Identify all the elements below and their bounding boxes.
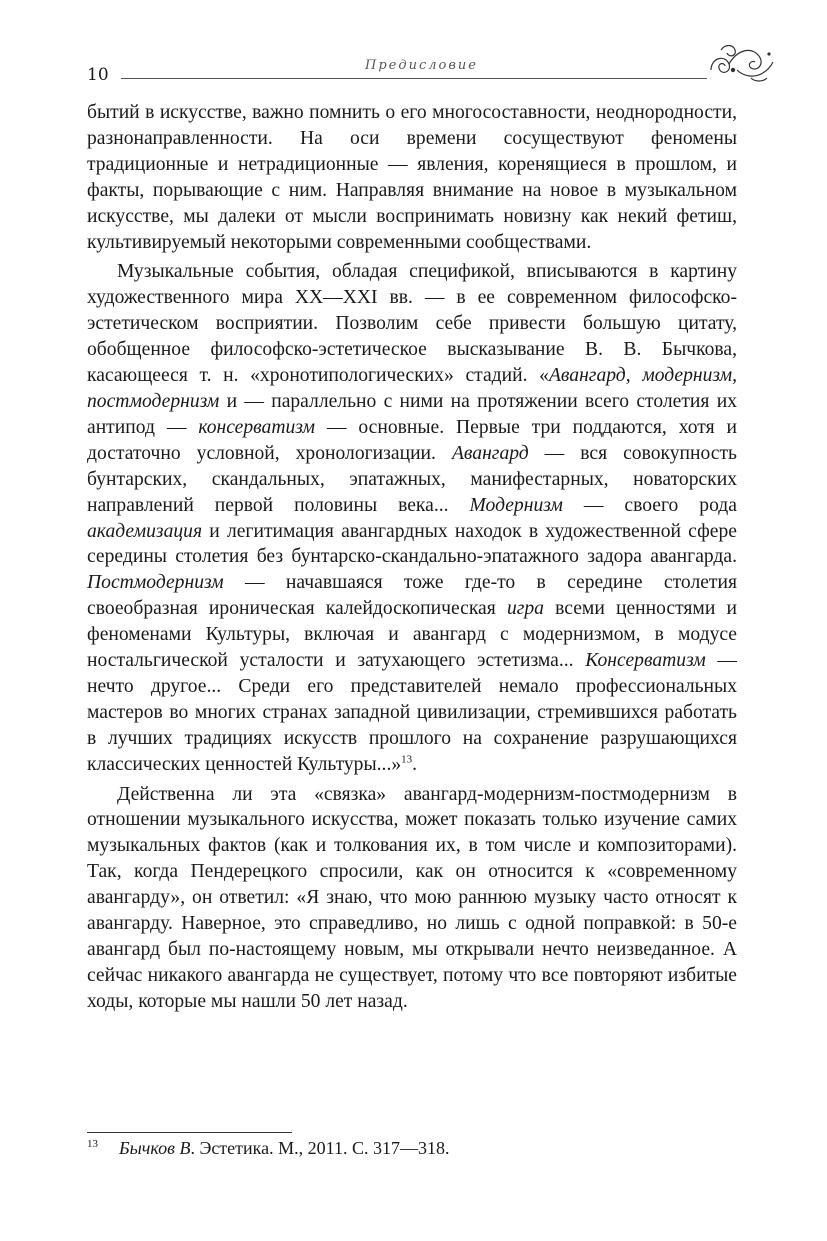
paragraph-2 — [87, 259, 737, 777]
text-run: — начавшаяся тоже где-то в середине столетия своеобразная ироническая калейдоскопическая — [87, 572, 737, 620]
text-run: Музыкальные события, обладая спецификой, вписываются в картину художественного мира XX—XXI вв. — в ее современном философско-эстетическом восприятии. Позволим себе привести большую цитату, обобщенное философско-эстетическое высказывание В. В. Бычкова, касающееся т. н. «хронотипологических» стадий. « — [87, 261, 737, 387]
paragraph-1: бытий в искусстве, важно помнить о его многосоставности, неоднородности, разнонаправленности. На оси времени сосуществуют феномены традиционные и нетрадиционные — явления, коренящиеся в прошлом, и факты, порывающие с ним. Направляя внимание на новое в музыкальном искусстве, мы далеки от мысли воспринимать новизну как некий фетиш, культивируемый некоторыми современными сообществами. — [87, 102, 737, 253]
page-header — [85, 40, 775, 90]
footnote-rule — [87, 1132, 292, 1133]
emphasis: Консерватизм — [585, 650, 706, 672]
footnote-author: Бычков В — [119, 1138, 191, 1158]
footnote-ref[interactable]: 13 — [401, 753, 413, 766]
text-run: . — [412, 753, 418, 775]
footnote-text: . Эстетика. М., 2011. С. 317—318. — [190, 1138, 450, 1158]
text-run: — нечто другое... Среди его представителей немало профессиональных мастеров во многих странах западной цивилизации, стремившихся работать в лучших традициях искусств прошлого на сохранение разрушающихся классических ценностей Культуры...» — [87, 650, 738, 775]
text-run: — своего рода — [562, 494, 737, 516]
text-run: всеми ценностями и феноменами Культуры, включая и авангард с модернизмом, в модусе ностальгической усталости и затухающего эстетизма... — [87, 598, 737, 672]
emphasis: Постмодернизм — [87, 572, 224, 594]
running-title: Предисловие — [365, 58, 478, 73]
emphasis: Авангард — [451, 442, 529, 464]
emphasis: Модернизм — [469, 494, 563, 516]
emphasis: игра — [506, 598, 544, 620]
footnote — [87, 1138, 737, 1159]
emphasis: консерватизм — [198, 416, 315, 438]
page-number: 10 — [87, 65, 109, 85]
header-rule — [121, 78, 707, 79]
text-run: и легитимация авангардных находок в художественной сфере середины столетия без бунтарско-скандально-эпатажного задора авангарда. — [87, 520, 737, 568]
footnote-number: 13 — [87, 1138, 98, 1150]
paragraph-3: Действенна ли эта «связка» авангард-модернизм-постмодернизм в отношении музыкального искусства, может показать только изучение самих музыкальных фактов (как и толкования их, в том числе и композиторами). Так, когда Пендерецкого спросили, как он относится к «современному авангарду», он ответил: «Я знаю, что мою раннюю музыку часто относят к авангарду. Наверное, это справедливо, но лишь с одной поправкой: в 50-е авангард был по-настоящему новым, мы открывали нечто неизведанное. А сейчас никакого авангарда не существует, потому что все повторяют избитые ходы, которые мы нашли 50 лет назад. — [87, 783, 737, 1012]
text-run: — основные. Первые три поддаются, хотя и достаточно условной, хронологизации. — [87, 416, 737, 464]
emphasis: академизация — [87, 520, 203, 542]
main-text — [87, 100, 737, 1019]
floral-ornament-icon — [707, 40, 775, 86]
emphasis: Авангард, модернизм, постмодернизм — [87, 365, 737, 412]
text-run: — вся совокупность бунтарских, скандальных, эпатажных, манифестарных, новаторских направлений первой половины века... — [87, 442, 737, 516]
text-run: и — параллельно с ними на протяжении всего столетия их антипод — — [87, 390, 737, 438]
